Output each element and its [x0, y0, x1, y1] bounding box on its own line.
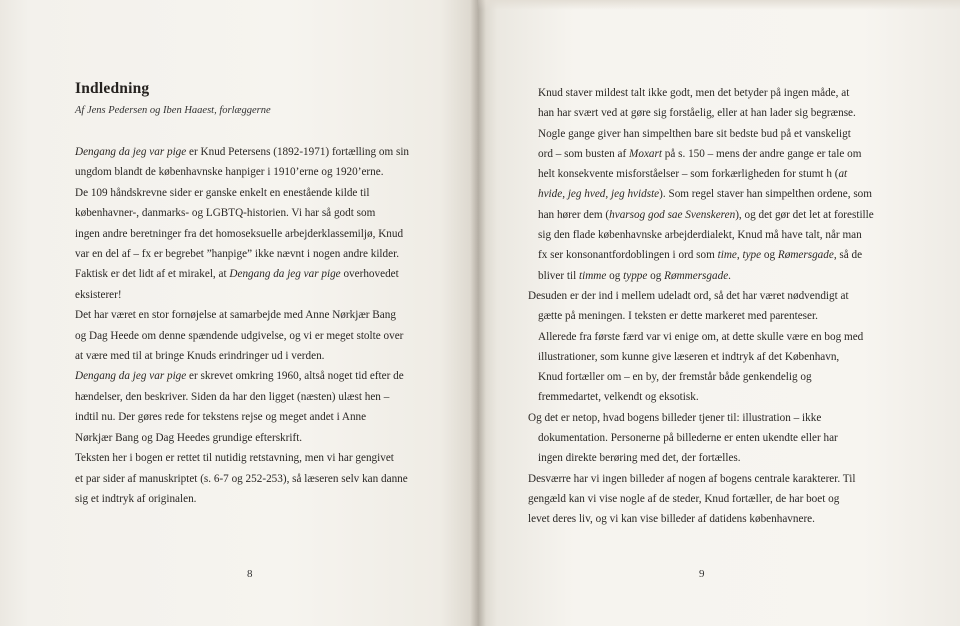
text-segment: Desværre har vi ingen billeder af nogen af bogens centrale karakterer. Til	[528, 472, 856, 485]
text-line	[75, 142, 456, 162]
text-line	[75, 407, 456, 427]
text-line	[528, 184, 916, 204]
text-segment: at være med til at bringe Knuds erindringer ud i verden.	[75, 350, 325, 363]
text-line	[528, 245, 916, 265]
text-line	[528, 469, 916, 489]
text-line	[528, 103, 916, 123]
text-segment: Nogle gange giver han simpelthen bare sit bedste bud på et vanskeligt	[538, 127, 851, 140]
text-line	[528, 509, 916, 529]
text-segment: Knud staver mildest talt ikke godt, men det betyder på ingen måde, at	[538, 87, 850, 99]
italic-text: type	[742, 249, 762, 262]
text-segment: hændelser, den beskriver. Siden da har den ligget (næsten) ulæst hen –	[75, 390, 390, 403]
text-segment: illustrationer, som kunne give læseren et indtryk af det København,	[538, 350, 840, 363]
text-segment: er skrevet omkring 1960, altså noget tid efter de	[186, 370, 404, 383]
text-line	[528, 428, 916, 448]
italic-text: Dengang da jeg var pige	[75, 146, 187, 158]
text-line	[75, 387, 456, 407]
text-segment: og	[761, 249, 778, 262]
text-line	[528, 124, 916, 144]
text-segment: Knud fortæller om – en by, der fremstår både genkendelig og	[538, 371, 812, 384]
italic-text: time	[717, 249, 737, 262]
text-segment: helt konsekvente misforståelser – som forkærligheden for stumt h (	[538, 168, 839, 181]
italic-text: at	[838, 168, 848, 181]
text-segment: gætte på meningen. I teksten er dette markeret med parenteser.	[538, 310, 818, 323]
text-segment: han hører dem (	[538, 208, 610, 221]
text-line	[528, 408, 916, 428]
text-segment: Det har været en stor fornøjelse at samarbejde med Anne Nørkjær Bang	[75, 309, 396, 322]
italic-text: Dengang da jeg var pige	[75, 370, 187, 383]
right-body-text	[528, 83, 916, 530]
text-line	[528, 164, 916, 184]
text-segment: et par sider af manuskriptet (s. 6-7 og 252-253), så læseren selv kan danne	[75, 472, 408, 485]
text-line	[528, 266, 916, 286]
text-line	[75, 366, 456, 386]
text-segment: eksisterer!	[75, 288, 122, 301]
text-segment: Nørkjær Bang og Dag Heedes grundige efterskrift.	[75, 431, 303, 444]
text-segment: og	[647, 269, 665, 282]
text-segment: på s. 150 – mens der andre gange er tale om	[661, 147, 862, 160]
text-line	[528, 286, 916, 306]
text-line	[75, 428, 456, 448]
text-segment: ord – som busten af	[538, 147, 630, 160]
italic-text: typpe	[623, 269, 648, 282]
text-segment: dokumentation. Personerne på billederne er enten ukendte eller har	[538, 432, 838, 445]
text-segment: fx ser konsonantfordoblingen i ord som	[538, 249, 718, 262]
text-segment: levet deres liv, og vi kan vise billeder af datidens københavnere.	[528, 513, 815, 526]
text-segment: ), og det gør det let at forestille	[735, 208, 874, 221]
text-line	[75, 285, 456, 305]
text-line	[75, 448, 456, 468]
text-line	[75, 326, 456, 346]
text-line	[75, 489, 456, 509]
text-segment: fremmedartet, velkendt og eksotisk.	[538, 391, 699, 404]
text-segment: , så de	[833, 249, 863, 262]
text-segment: ungdom blandt de københavnske hanpiger i 1910’erne og 1920’erne.	[75, 166, 384, 179]
italic-text: Rømersgade	[777, 249, 834, 262]
text-line	[528, 489, 916, 509]
text-line	[75, 244, 456, 264]
text-line	[75, 162, 456, 182]
text-segment: ,	[736, 249, 743, 262]
text-line	[75, 264, 456, 284]
text-segment: overhovedet	[340, 268, 399, 281]
text-line	[528, 83, 916, 103]
text-segment: og Dag Heede om denne spændende udgivelse, og vi er meget stolte over	[75, 329, 404, 342]
text-line	[528, 225, 916, 245]
text-segment: Faktisk er det lidt af et mirakel, at	[75, 268, 230, 281]
text-line	[528, 205, 916, 225]
text-line	[528, 144, 916, 164]
text-line	[75, 203, 456, 223]
text-segment: Desuden er der ind i mellem udeladt ord, så det har været nødvendigt at	[528, 289, 849, 302]
text-segment: ). Som regel staver han simpelthen ordene, som	[659, 188, 872, 201]
text-line	[528, 367, 916, 387]
text-line	[528, 387, 916, 407]
chapter-heading: Indledning	[75, 80, 150, 97]
right-page	[478, 0, 960, 626]
italic-text: Moxart	[629, 147, 662, 160]
text-segment: ingen andre beretninger fra det homoseksuelle arbejderklassemiljø, Knud	[75, 227, 404, 240]
page-top-edge	[478, 0, 960, 10]
text-line	[528, 347, 916, 367]
text-line	[75, 305, 456, 325]
text-segment: De 109 håndskrevne sider er ganske enkelt en enestående kilde til	[75, 186, 370, 199]
text-segment: og	[606, 269, 624, 282]
text-segment: sig den flade københavnske arbejderdialekt, Knud må have talt, når man	[538, 229, 862, 242]
text-segment: .	[728, 269, 731, 282]
text-segment: sig et indtryk af originalen.	[75, 492, 197, 505]
left-page	[0, 0, 478, 626]
byline: Af Jens Pedersen og Iben Haaest, forlæggerne	[75, 105, 271, 116]
text-segment: han har svært ved at gøre sig forståelig, eller at han lader sig begrænse.	[538, 107, 856, 120]
text-line	[528, 306, 916, 326]
text-line	[528, 327, 916, 347]
text-segment: københavner-, danmarks- og LGBTQ-historien. Vi har så godt som	[75, 207, 376, 220]
book-gutter	[470, 0, 486, 626]
text-line	[528, 448, 916, 468]
text-segment: gengæld kan vi vise nogle af de steder, Knud fortæller, de har boet og	[528, 492, 840, 505]
text-line	[75, 346, 456, 366]
text-segment: er Knud Petersens (1892-1971) fortælling om sin	[186, 146, 410, 158]
left-body-text	[75, 142, 456, 509]
italic-text: Dengang da jeg var pige	[229, 268, 341, 281]
italic-text: timme	[579, 269, 607, 282]
text-segment: bliver til	[538, 269, 580, 282]
text-segment: Teksten her i bogen er rettet til nutidig retstavning, men vi har gengivet	[75, 452, 394, 465]
text-line	[75, 224, 456, 244]
text-segment: var en del af – fx er begrebet ”hanpige” ikke nævnt i nogen andre kilder.	[75, 248, 399, 261]
italic-text: Rømmersgade	[664, 269, 729, 282]
text-segment: ingen direkte berøring med det, der fortælles.	[538, 452, 741, 465]
text-segment: indtil nu. Der gøres rede for tekstens rejse og meget andet i Anne	[75, 411, 367, 424]
italic-text: hvarsog god sae Svenskeren	[609, 208, 736, 221]
page-number-left: 8	[247, 568, 253, 580]
text-segment: Og det er netop, hvad bogens billeder tjener til: illustration – ikke	[528, 411, 822, 424]
text-line	[75, 183, 456, 203]
page-number-right: 9	[699, 568, 705, 580]
text-segment: Allerede fra første færd var vi enige om, at dette skulle være en bog med	[538, 330, 864, 343]
italic-text: hvide, jeg hved, jeg hvidste	[538, 188, 660, 201]
text-line	[75, 469, 456, 489]
